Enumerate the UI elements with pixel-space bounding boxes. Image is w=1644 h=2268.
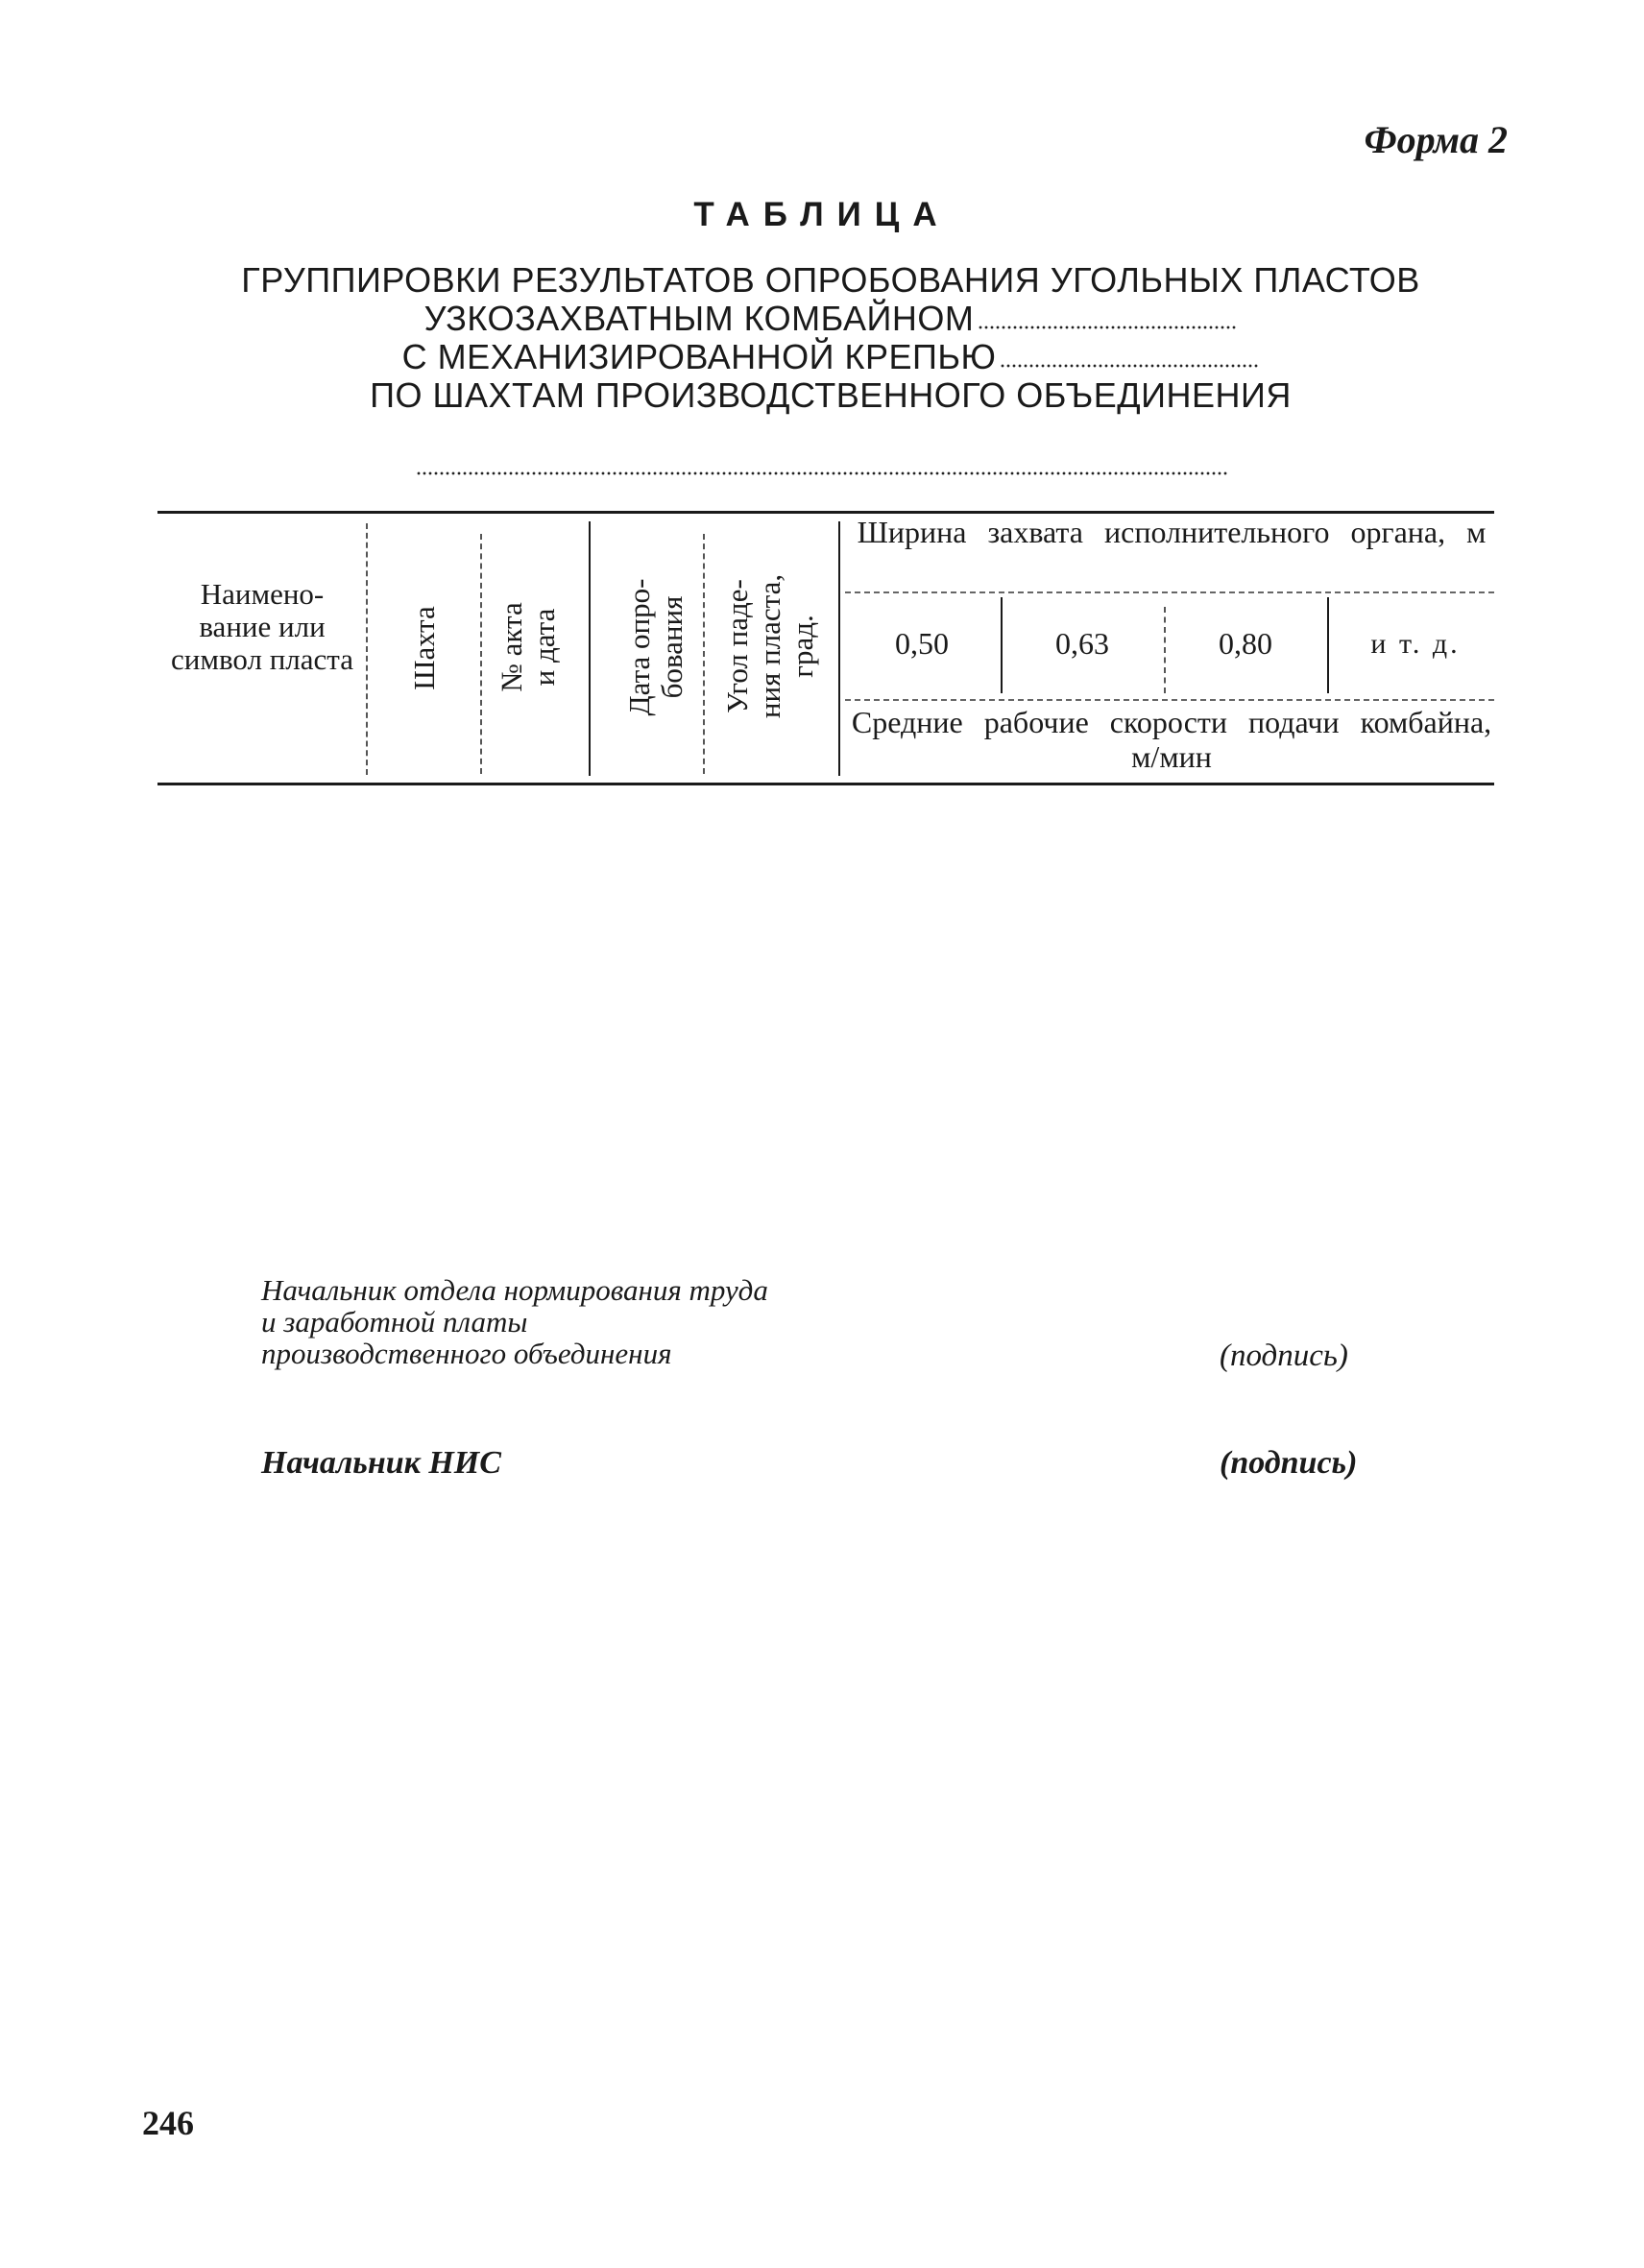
column-header-angle: Угол паде- ния пласта, град.	[720, 573, 819, 719]
column-header-date: Дата опро- бования	[622, 578, 689, 716]
column-header-act: № акта и дата	[495, 602, 561, 692]
signature-placeholder: (подпись)	[1220, 1339, 1348, 1373]
width-value-etc: и т. д.	[1370, 628, 1461, 660]
speed-header: Средние рабочие скорости подачи комбайна, м/мин	[851, 705, 1492, 774]
column-divider	[480, 534, 482, 774]
column-divider	[838, 521, 840, 776]
column-header-name: Наимено- вание или символ пласта	[171, 577, 353, 676]
table-top-rule	[157, 511, 1494, 514]
department-head-title: Начальник отдела нормирования труда и заработной платы производственного объединения	[261, 1273, 768, 1370]
fill-in-dots	[1000, 363, 1259, 369]
width-divider	[1327, 597, 1329, 693]
title-line-1: ГРУППИРОВКИ РЕЗУЛЬТАТОВ ОПРОБОВАНИЯ УГОЛЬНЫХ ПЛАСТОВ	[241, 260, 1420, 300]
column-header-mine: Шахта	[407, 606, 441, 690]
document-title	[144, 261, 1517, 415]
nis-head-title: Начальник НИС	[261, 1445, 501, 1481]
title-line-4: ПО ШАХТАМ ПРОИЗВОДСТВЕННОГО ОБЪЕДИНЕНИЯ	[370, 375, 1292, 415]
width-value: 0,80	[1219, 626, 1272, 661]
width-divider	[1001, 597, 1003, 693]
table-bottom-rule	[157, 783, 1494, 785]
column-divider	[703, 534, 705, 774]
table-word: ТАБЛИЦА	[693, 196, 951, 233]
subheader-divider	[845, 699, 1494, 701]
page-number: 246	[142, 2104, 194, 2142]
width-header: Ширина захвата исполнительного органа, м	[857, 515, 1487, 549]
width-value: 0,63	[1055, 626, 1109, 661]
column-divider	[366, 523, 368, 775]
fill-in-dots	[978, 325, 1237, 330]
fill-in-dots-separator	[416, 470, 1229, 476]
title-line-2: УЗКОЗАХВАТНЫМ КОМБАЙНОМ	[144, 300, 1517, 338]
width-value: 0,50	[895, 626, 949, 661]
form-label: Форма 2	[1364, 118, 1508, 161]
subheader-divider	[845, 591, 1494, 593]
column-divider	[589, 521, 591, 776]
title-line-3: С МЕХАНИЗИРОВАННОЙ КРЕПЬЮ	[144, 338, 1517, 376]
signature-placeholder: (подпись)	[1220, 1445, 1358, 1481]
width-divider	[1164, 607, 1166, 693]
